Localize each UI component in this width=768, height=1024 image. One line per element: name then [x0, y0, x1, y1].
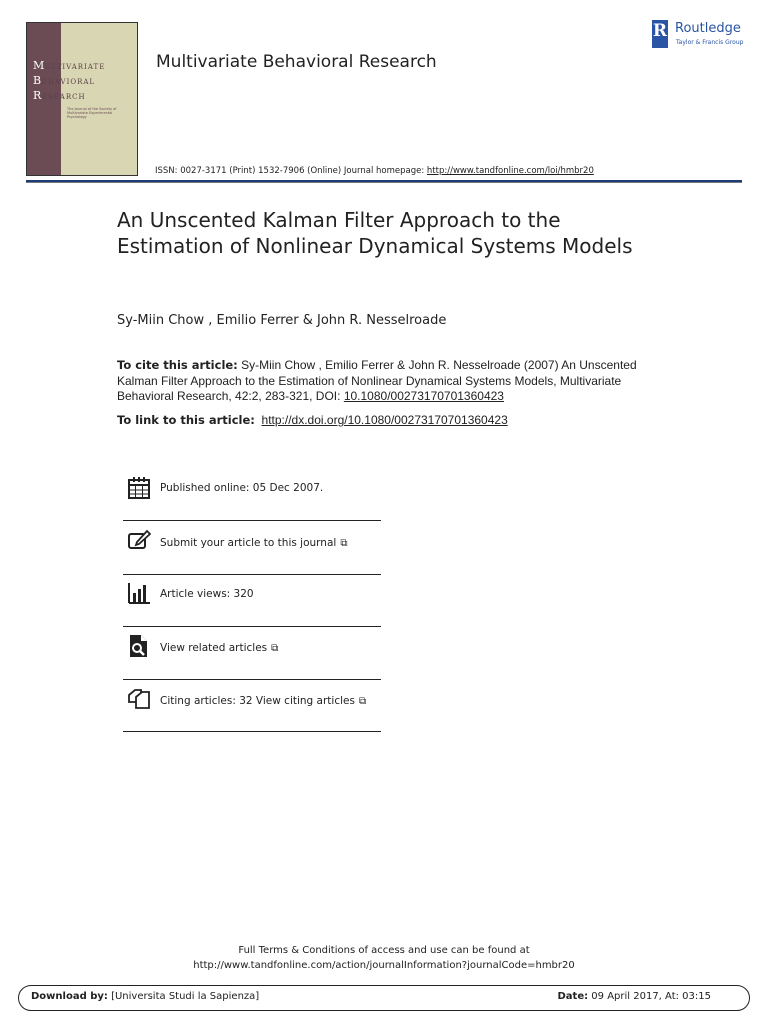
citation-block [117, 358, 662, 405]
document-search-icon [127, 634, 151, 658]
terms-notice [0, 943, 768, 973]
doi-link[interactable]: 10.1080/00273170701360423 [343, 389, 504, 403]
article-title: An Unscented Kalman Filter Approach to the Estimation of Nonlinear Dynamical Systems Models [117, 208, 633, 258]
article-views-row [123, 580, 381, 624]
info-divider [123, 731, 381, 732]
article-authors: Sy-Miin Chow , Emilio Ferrer & John R. Nesselroade [117, 313, 447, 328]
publisher-logo [652, 20, 748, 50]
cite-text: Sy-Miin Chow , Emilio Ferrer & John R. Nesselroade (2007) An Unscented Kalman Filter Approach to the Estimation of Nonlinear Dynamical Systems Models, Multivariate Behavioral Research, 42:2, 283-321, DOI: [117, 358, 637, 403]
publisher-name: Routledge [675, 21, 741, 36]
cover-line-3: RESEARCH [33, 89, 86, 102]
article-link-line [117, 413, 508, 427]
calendar-icon [127, 476, 151, 500]
link-label: To link to this article: [117, 413, 255, 427]
date-label: Date: [557, 991, 589, 1002]
related-articles-row[interactable] [123, 632, 381, 676]
article-views-count: Article views: 320 [160, 588, 254, 600]
cover-line-2: BEHAVIORAL [33, 74, 96, 87]
journal-cover-image [26, 22, 138, 176]
publisher-group: Taylor & Francis Group [676, 39, 744, 46]
journal-title: Multivariate Behavioral Research [156, 52, 437, 72]
published-row [123, 474, 381, 518]
citing-articles-row[interactable] [123, 685, 381, 729]
related-articles-link[interactable]: View related articles ⧉ [160, 642, 279, 654]
download-label: Download by: [31, 991, 108, 1002]
cover-line-1: MULTIVARIATE [33, 59, 106, 72]
date-value: 09 April 2017, At: 03:15 [591, 991, 711, 1002]
citing-articles-link[interactable]: Citing articles: 32 View citing articles ⧉ [160, 695, 367, 707]
external-link-icon: ⧉ [340, 538, 348, 549]
terms-line-1: Full Terms & Conditions of access and use can be found at [238, 945, 530, 956]
terms-url[interactable]: http://www.tandfonline.com/action/journalInformation?journalCode=hmbr20 [193, 960, 575, 971]
cite-label: To cite this article: [117, 358, 238, 372]
bar-chart-icon [127, 582, 151, 606]
edit-icon [127, 528, 151, 552]
article-doi-url[interactable]: http://dx.doi.org/10.1080/00273170701360423 [261, 413, 508, 427]
info-divider [123, 520, 381, 521]
published-date: Published online: 05 Dec 2007. [160, 482, 324, 494]
header-divider-shadow [26, 182, 742, 183]
submit-article-row[interactable] [123, 526, 381, 570]
download-date [557, 991, 711, 1002]
download-institution: [Universita Studi la Sapienza] [111, 991, 260, 1002]
submit-article-link[interactable]: Submit your article to this journal ⧉ [160, 537, 348, 549]
cover-subtitle: The Journal of the Society of Multivariate Experimental Psychology [67, 107, 117, 119]
routledge-logo-icon: R [652, 20, 668, 48]
issn-line [155, 166, 594, 176]
download-info-bar [18, 985, 750, 1011]
citing-documents-icon [127, 687, 151, 711]
info-divider [123, 574, 381, 575]
download-by [31, 991, 259, 1002]
journal-homepage-link[interactable]: http://www.tandfonline.com/loi/hmbr20 [426, 166, 594, 176]
external-link-icon: ⧉ [271, 643, 279, 654]
issn-text: ISSN: 0027-3171 (Print) 1532-7906 (Online) Journal homepage: [155, 166, 425, 176]
external-link-icon: ⧉ [358, 696, 367, 707]
info-divider [123, 679, 381, 680]
info-divider [123, 626, 381, 627]
